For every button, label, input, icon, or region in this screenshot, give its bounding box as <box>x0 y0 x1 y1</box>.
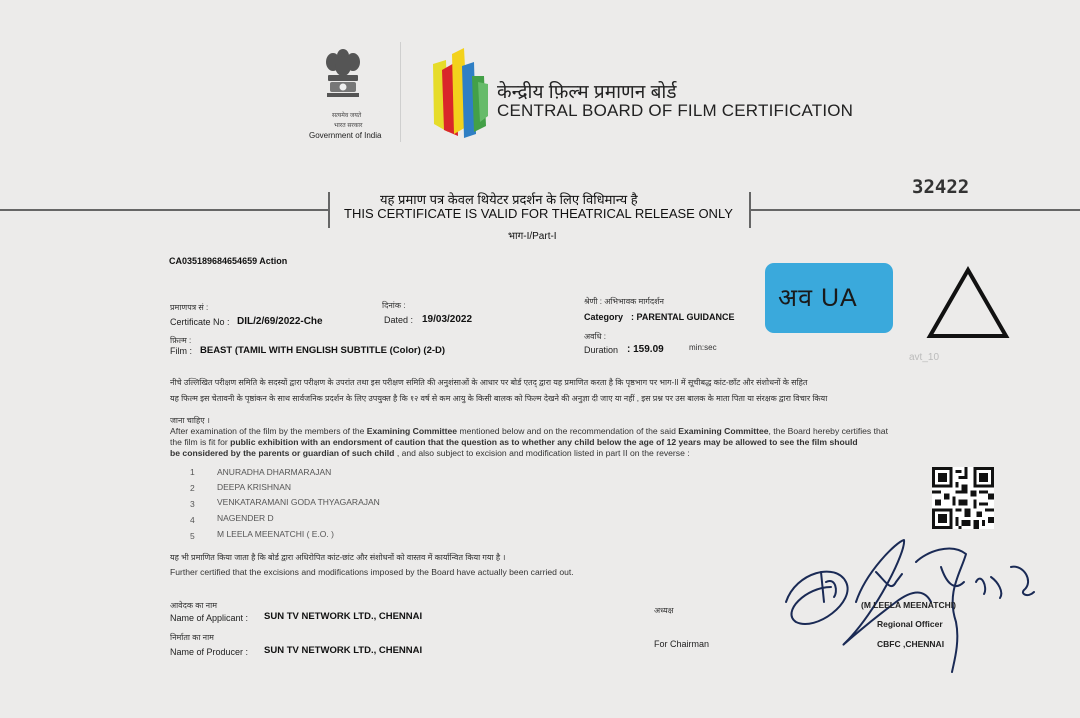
body-english-line-3: be considered by the parents or guardian of such child , and also subject to excision and modification listed in part II on the reverse : <box>170 448 690 458</box>
film-value: BEAST (TAMIL WITH ENGLISH SUBTITLE (Color) (2-D) <box>200 345 446 356</box>
rule-right <box>750 209 1080 211</box>
producer-value: SUN TV NETWORK LTD., CHENNAI <box>264 645 423 656</box>
body-english-line-1: After examination of the film by the members of the Examining Committee mentioned below and on the recommendation of the said Examining Committee, the Board hereby certifies that <box>170 426 888 436</box>
chair-hindi: अध्यक्ष <box>654 606 674 615</box>
committee-member: NAGENDER D <box>217 513 274 523</box>
rating-badge-text: अव UA <box>778 284 858 312</box>
ashoka-emblem-icon <box>318 48 368 110</box>
body-hindi-line-1: नीचे उल्लिखित परीक्षण समिति के सदस्यों द्वारा परीक्षण के उपरांत तथा इस परीक्षण समिति की अनुशंसाओं के आधार पर बोर्ड एतद् द्वारा यह प्रमाणित करता है कि पृष्ठभाग पर भाग-II में सूचीबद्ध कांट-छाँट और संशोधनों के सहित <box>170 378 808 387</box>
applicant-label: Name of Applicant : <box>170 613 249 623</box>
date-label: Dated : <box>384 315 414 325</box>
cbfc-logo-icon <box>428 46 490 142</box>
committee-member: ANURADHA DHARMARAJAN <box>217 467 332 477</box>
producer-hindi: निर्माता का नाम <box>170 633 214 642</box>
qr-code-icon <box>932 467 994 529</box>
body-english-line-2: the film is fit for public exhibition with an endorsment of caution that the question as to whether any child below the age of 12 years may be allowed to see the film should <box>170 437 858 447</box>
further-english: Further certified that the excisions and modifications imposed by the Board have actually been carried out. <box>170 567 574 577</box>
chair-label: For Chairman <box>654 639 710 649</box>
part-label: भाग-I/Part-I <box>508 231 557 242</box>
cert-no-value: DIL/2/69/2022-Che <box>237 316 323 327</box>
govt-hindi-motto: सत्यमेव जयते <box>332 113 362 119</box>
duration-unit: min:sec <box>689 343 717 352</box>
committee-member: M LEELA MEENATCHI ( E.O. ) <box>217 529 334 539</box>
date-value: 19/03/2022 <box>422 314 473 325</box>
signatory-name: (M LEELA MEENATCHI) <box>861 600 956 610</box>
committee-num: 2 <box>190 483 195 493</box>
committee-member: VENKATARAMANI GODA THYAGARAJAN <box>217 497 380 507</box>
reference-number: CA035189684654659 Action <box>169 256 288 266</box>
duration-value: : 159.09 <box>627 344 664 355</box>
cert-no-hindi: प्रमाणपत्र सं : <box>170 303 209 312</box>
validity-english: THIS CERTIFICATE IS VALID FOR THEATRICAL RELEASE ONLY <box>344 206 733 221</box>
watermark-code: avt_10 <box>909 352 940 363</box>
rule-right-tick <box>749 192 751 228</box>
signatory-office: CBFC ,CHENNAI <box>877 639 945 649</box>
date-hindi: दिनांक : <box>382 301 406 310</box>
category-hindi: श्रेणी : अभिभावक मार्गदर्शन <box>584 297 664 306</box>
govt-english-name: Government of India <box>309 131 382 140</box>
committee-member: DEEPA KRISHNAN <box>217 482 292 492</box>
rule-left <box>0 209 328 211</box>
applicant-value: SUN TV NETWORK LTD., CHENNAI <box>264 611 423 622</box>
govt-hindi-name: भारत सरकार <box>334 123 363 129</box>
further-hindi: यह भी प्रमाणित किया जाता है कि बोर्ड द्वारा अधिरोपित कांट-छांट और संशोधनों को वास्तव में कार्यान्वित किया गया है । <box>170 553 506 562</box>
committee-num: 5 <box>190 531 195 541</box>
cert-no-label: Certificate No : <box>170 317 230 327</box>
rule-left-tick <box>328 192 330 228</box>
committee-num: 3 <box>190 499 195 509</box>
header-divider <box>400 42 401 142</box>
committee-num: 1 <box>190 467 195 477</box>
certificate-serial: 32422 <box>912 176 970 198</box>
cbfc-english-title: CENTRAL BOARD OF FILM CERTIFICATION <box>497 101 854 120</box>
duration-label: Duration <box>584 345 619 355</box>
film-label: Film : <box>170 346 192 356</box>
body-hindi-line-2: यह फिल्म इस चेतावनी के पृष्ठांकन के साथ सार्वजनिक प्रदर्शन के लिए उपयुक्त है कि १२ वर्ष से कम आयु के किसी बालक को फिल्म देखने की अनुज्ञा दी जाए या नहीं , इस प्रश्न पर उस बालक के माता पिता या संरक्षक द्वारा विचार किया <box>170 394 828 403</box>
warning-triangle-icon <box>926 266 1010 340</box>
applicant-hindi: आवेदक का नाम <box>170 601 217 610</box>
category-label: Category <box>584 312 624 322</box>
category-value: : PARENTAL GUIDANCE <box>631 312 735 322</box>
body-hindi-line-3: जाना चाहिए । <box>170 416 210 425</box>
cbfc-hindi-title: केन्द्रीय फ़िल्म प्रमाणन बोर्ड <box>497 82 677 103</box>
producer-label: Name of Producer : <box>170 647 249 657</box>
committee-num: 4 <box>190 515 195 525</box>
duration-hindi: अवधि : <box>584 332 606 341</box>
film-hindi: फ़िल्म : <box>170 336 192 345</box>
validity-hindi: यह प्रमाण पत्र केवल थियेटर प्रदर्शन के लिए विधिमान्य है <box>380 192 638 207</box>
signatory-role: Regional Officer <box>877 619 943 629</box>
